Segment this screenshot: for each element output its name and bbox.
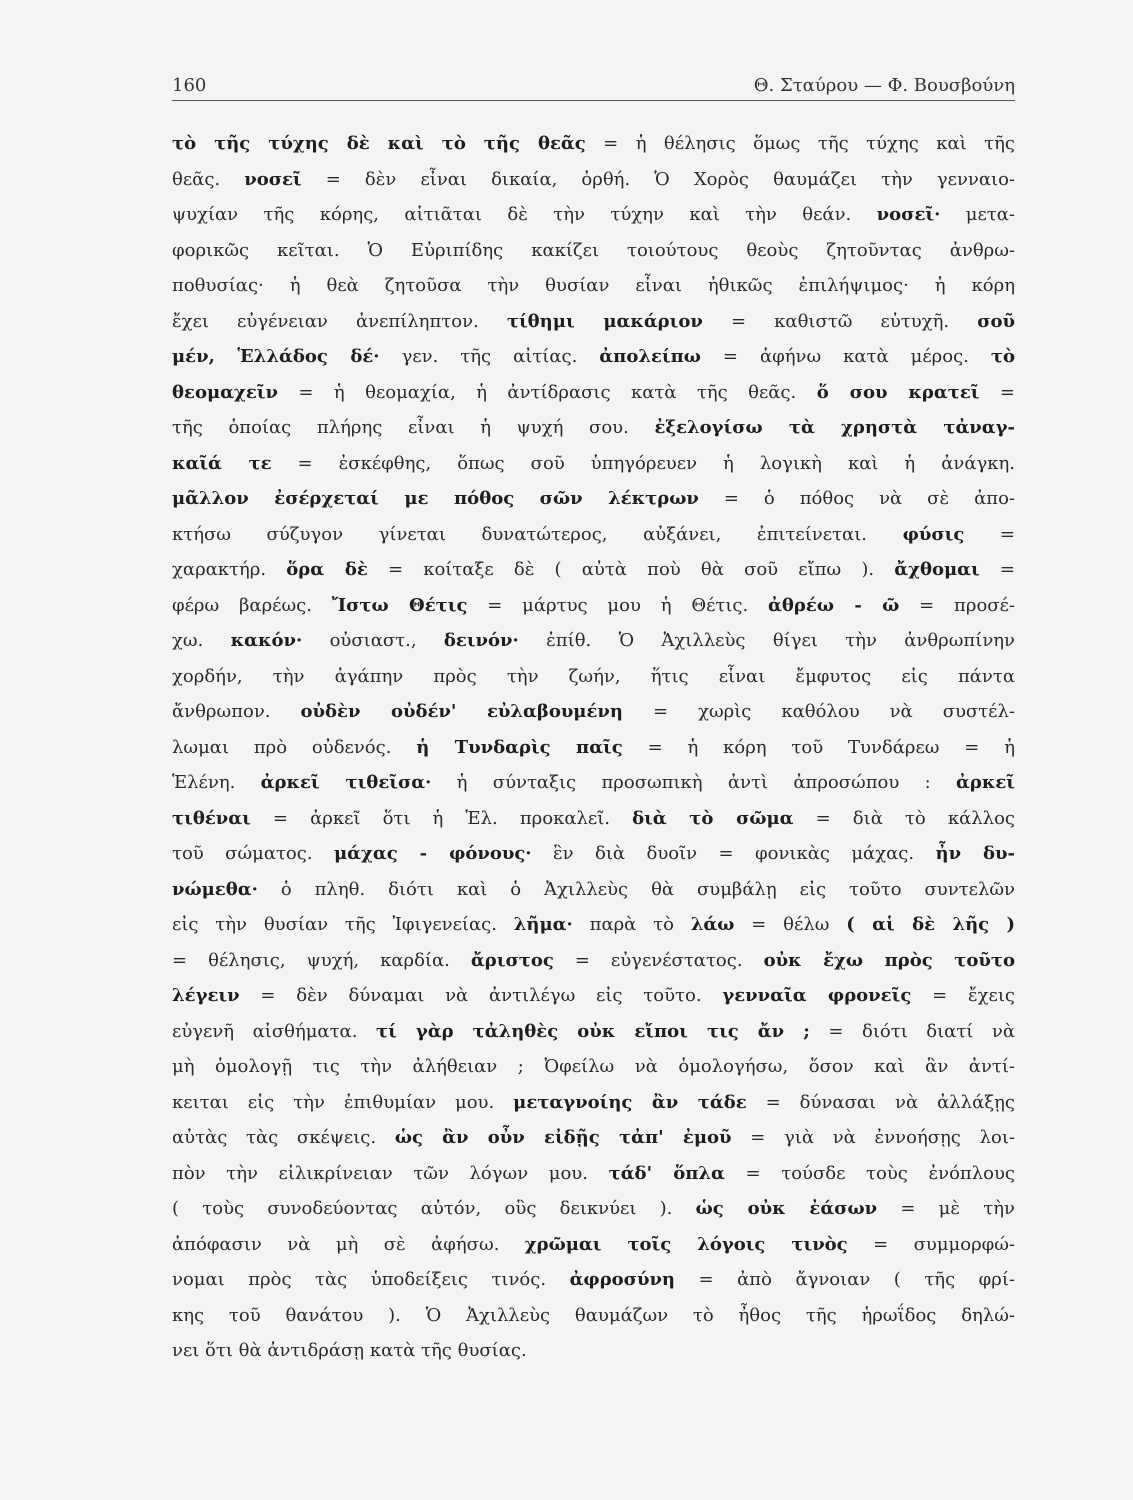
lemma-term: μέν, Ἑλλάδος δέ· <box>172 346 380 367</box>
gloss-text: νομαι πρὸς τὰς ὑποδείξεις τινός. <box>172 1269 570 1290</box>
lemma-term: θεομαχεῖν <box>172 381 278 403</box>
gloss-text: = διὰ τὸ κάλλος <box>793 807 1015 829</box>
text-line <box>172 659 1015 695</box>
gloss-text: φέρω βαρέως. <box>172 594 332 616</box>
lemma-term: ἦν δυ- <box>935 843 1015 864</box>
gloss-text: = διότι διατί νὰ <box>809 1020 1015 1042</box>
lemma-term: ἀρκεῖ <box>956 772 1015 793</box>
gloss-text: μετα- <box>940 204 1015 225</box>
lemma-term: ἄχθομαι <box>894 559 980 580</box>
page-header <box>172 66 1015 96</box>
gloss-text: = ὁ πόθος νὰ σὲ ἀπο- <box>698 488 1015 509</box>
gloss-text: = <box>979 381 1015 403</box>
gloss-text: γεν. τῆς αἰτίας. <box>379 346 600 367</box>
text-line <box>172 162 1015 198</box>
gloss-text: = ἀρκεῖ ὅτι ἡ Ἑλ. προκαλεῖ. <box>250 807 633 829</box>
gloss-text: ἡ σύνταξις προσωπικὴ ἀντὶ ἀπροσώπου : <box>431 772 957 793</box>
gloss-text: = ἡ θεομαχία, ἡ ἀντίδρασις κατὰ τῆς θεᾶς. <box>277 381 817 403</box>
text-line <box>172 339 1015 375</box>
gloss-text: ψυχίαν τῆς κόρης, αἰτιᾶται δὲ τὴν τύχην καὶ τὴν θεάν. <box>172 204 877 225</box>
lemma-term: κακόν· <box>230 630 303 651</box>
gloss-text: = <box>964 523 1015 545</box>
gloss-text: = ἡ κόρη τοῦ Τυνδάρεω = ἡ <box>622 736 1015 758</box>
text-line <box>172 481 1015 517</box>
gloss-text: ( τοὺς συνοδεύοντας αὐτόν, οὓς δεικνύει ). <box>172 1198 696 1219</box>
gloss-text: λωμαι πρὸ οὐδενός. <box>172 736 417 758</box>
gloss-text: τῆς ὁποίας πλήρης εἶναι ἡ ψυχή σου. <box>172 417 655 438</box>
gloss-text: εὐγενῆ αἰσθήματα. <box>172 1020 376 1042</box>
header-rule <box>172 100 1015 101</box>
text-line <box>172 517 1015 553</box>
lemma-term: νοσεῖ· <box>876 204 941 225</box>
text-line <box>172 1014 1015 1050</box>
lemma-term: διὰ τὸ σῶμα <box>632 807 794 829</box>
lemma-term: τιθέναι <box>172 807 251 829</box>
text-line <box>172 1298 1015 1334</box>
lemma-term: ὡς ἂν οὖν εἰδῇς τἀπ' ἐμοῦ <box>394 1127 732 1148</box>
lemma-term: μᾶλλον ἐσέρχεταί με πόθος σῶν λέκτρων <box>172 488 699 509</box>
lemma-term: ὡς οὐκ ἐάσων <box>695 1198 878 1219</box>
text-line <box>172 872 1015 908</box>
gloss-text: τοῦ σώματος. <box>172 843 334 864</box>
text-line <box>172 233 1015 269</box>
text-line <box>172 1120 1015 1156</box>
running-title: Θ. Σταύρου — Φ. Βουσβούνη <box>753 75 1015 96</box>
lemma-term: λέγειν <box>172 985 240 1006</box>
lemma-term: τὸ <box>990 346 1015 367</box>
lemma-term: σοῦ <box>977 310 1015 332</box>
text-line <box>172 1333 1015 1369</box>
gloss-text: ἄνθρωπον. <box>172 701 301 722</box>
lemma-term: τὸ τῆς τύχης δὲ καὶ τὸ τῆς θεᾶς <box>172 133 586 154</box>
text-line <box>172 375 1015 411</box>
text-line <box>172 943 1015 979</box>
gloss-text: = θέλω <box>734 914 847 935</box>
text-line <box>172 907 1015 943</box>
text-line <box>172 1156 1015 1192</box>
gloss-text: = <box>979 559 1015 580</box>
lemma-term: ὅρα δὲ <box>286 559 368 580</box>
gloss-text: ἐπίθ. Ὁ Ἀχιλλεὺς θίγει τὴν ἀνθρωπίνην <box>518 630 1015 651</box>
gloss-text: = εὐγενέστατος. <box>553 949 764 971</box>
gloss-text: = δύνασαι νὰ ἀλλάξῃς <box>746 1091 1015 1113</box>
gloss-text: παρὰ τὸ <box>572 914 691 935</box>
gloss-text: κειται εἰς τὴν ἐπιθυμίαν μου. <box>172 1091 514 1113</box>
lemma-term: τί γὰρ τἀληθὲς οὐκ εἴποι τις ἄν ; <box>375 1020 810 1042</box>
text-line <box>172 304 1015 340</box>
lemma-term: μεταγνοίης ἂν τάδε <box>513 1091 747 1113</box>
lemma-term: φύσις <box>902 523 965 545</box>
text-line <box>172 197 1015 233</box>
text-line <box>172 268 1015 304</box>
gloss-text: = κοίταξε δὲ ( αὐτὰ ποὺ θὰ σοῦ εἴπω ). <box>367 559 895 580</box>
text-line <box>172 1227 1015 1263</box>
commentary-text <box>172 126 1015 1369</box>
gloss-text: = γιὰ νὰ ἐννοήσῃς λοι- <box>731 1127 1015 1148</box>
gloss-text: οὐσιαστ., <box>302 630 444 651</box>
lemma-term: λῆμα· <box>513 914 573 935</box>
text-line <box>172 623 1015 659</box>
gloss-text: κης τοῦ θανάτου ). Ὁ Ἀχιλλεὺς θαυμάζων τὸ ἦθος τῆς ἡρωΐδος δηλώ- <box>172 1304 1015 1326</box>
gloss-text: ποθυσίας· ἡ θεὰ ζητοῦσα τὴν θυσίαν εἶναι ἠθικῶς ἐπιλήψιμος· ἡ κόρη <box>172 275 1015 296</box>
gloss-text: = καθιστῶ εὐτυχῆ. <box>702 310 978 332</box>
gloss-text: Ἑλένη. <box>172 772 261 793</box>
gloss-text: εἰς τὴν θυσίαν τῆς Ἰφιγενείας. <box>172 914 514 935</box>
text-line <box>172 1049 1015 1085</box>
gloss-text: = θέλησις, ψυχή, καρδία. <box>172 949 471 971</box>
gloss-text: = συμμορφώ- <box>847 1233 1015 1255</box>
gloss-text: = ἀπὸ ἄγνοιαν ( τῆς φρί- <box>675 1269 1015 1290</box>
text-line <box>172 446 1015 482</box>
text-line <box>172 765 1015 801</box>
text-line <box>172 978 1015 1014</box>
lemma-term: δεινόν· <box>443 630 519 651</box>
gloss-text: φορικῶς κεῖται. Ὁ Εὐριπίδης κακίζει τοιούτους θεοὺς ζητοῦντας ἀνθρω- <box>172 239 1015 261</box>
gloss-text: = προσέ- <box>899 594 1015 616</box>
gloss-text: χορδήν, τὴν ἀγάπην πρὸς τὴν ζωήν, ἥτις εἶναι ἔμφυτος εἰς πάντα <box>172 665 1015 687</box>
gloss-text: = μὲ τὴν <box>877 1198 1015 1219</box>
text-line <box>172 836 1015 872</box>
lemma-term: οὐδὲν οὐδέν' εὐλαβουμένη <box>300 701 624 722</box>
text-line <box>172 1191 1015 1227</box>
text-line <box>172 694 1015 730</box>
lemma-term: ἡ Τυνδαρὶς παῖς <box>416 736 623 758</box>
gloss-text: = τούσδε τοὺς ἐνόπλους <box>724 1162 1015 1184</box>
gloss-text: ὁ πληθ. διότι καὶ ὁ Ἀχιλλεὺς θὰ συμβάλῃ εἰς τοῦτο συντελῶν <box>257 878 1015 900</box>
gloss-text: = χωρὶς καθόλου νὰ συστέλ- <box>623 701 1015 722</box>
gloss-text: ἀπόφασιν νὰ μὴ σὲ ἀφήσω. <box>172 1233 525 1255</box>
lemma-term: Ἴστω Θέτις <box>331 594 468 616</box>
text-line <box>172 801 1015 837</box>
text-line <box>172 1262 1015 1298</box>
lemma-term: λάω <box>690 914 735 935</box>
lemma-term: ὅ σου κρατεῖ <box>816 381 980 403</box>
lemma-term: ἀρκεῖ τιθεῖσα· <box>260 772 432 793</box>
gloss-text: αὐτὰς τὰς σκέψεις. <box>172 1127 395 1148</box>
lemma-term: γενναῖα φρονεῖς <box>722 985 912 1006</box>
lemma-term: καῖά τε <box>172 452 272 474</box>
gloss-text: πὸν τὴν εἰλικρίνειαν τῶν λόγων μου. <box>172 1162 609 1184</box>
page-number: 160 <box>172 75 207 96</box>
gloss-text: χω. <box>172 630 231 651</box>
lemma-term: μάχας - φόνους· <box>334 843 532 864</box>
gloss-text: χαρακτήρ. <box>172 559 287 580</box>
lemma-term: οὐκ ἔχω πρὸς τοῦτο <box>763 949 1015 971</box>
gloss-text: ἓν διὰ δυοῖν = φονικὰς μάχας. <box>531 843 936 864</box>
gloss-text: = ἐσκέφθης, ὅπως σοῦ ὑπηγόρευεν ἡ λογικὴ καὶ ἡ ἀνάγκη. <box>271 452 1015 474</box>
lemma-term: ἀφροσύνη <box>569 1269 676 1290</box>
gloss-text: = δὲν δύναμαι νὰ ἀντιλέγω εἰς τοῦτο. <box>239 985 723 1006</box>
gloss-text: κτήσω σύζυγον γίνεται δυνατώτερος, αὐξάνει, ἐπιτείνεται. <box>172 523 903 545</box>
text-line <box>172 1085 1015 1121</box>
lemma-term: νοσεῖ <box>244 168 302 190</box>
gloss-text: = δὲν εἶναι δικαία, ὀρθή. Ὁ Χορὸς θαυμάζει τὴν γενναιο- <box>301 168 1015 190</box>
gloss-text: = ἀφήνω κατὰ μέρος. <box>700 346 991 367</box>
gloss-text: μὴ ὁμολογῇ τις τὴν ἀλήθειαν ; Ὀφείλω νὰ ὁμολογήσω, ὅσον καὶ ἂν ἀντί- <box>172 1056 1015 1077</box>
lemma-term: ἀθρέω - ῶ <box>768 594 900 616</box>
gloss-text: = ἔχεις <box>911 985 1015 1006</box>
gloss-text: θεᾶς. <box>172 168 245 190</box>
lemma-term: ( αἱ δὲ λῆς ) <box>846 914 1015 935</box>
lemma-term: νώμεθα· <box>172 878 258 900</box>
text-line <box>172 730 1015 766</box>
lemma-term: τίθημι μακάριον <box>506 310 703 332</box>
gloss-text: ἔχει εὐγένειαν ἀνεπίληπτον. <box>172 310 507 332</box>
gloss-text: νει ὅτι θὰ ἀντιδράσῃ κατὰ τῆς θυσίας. <box>172 1340 527 1361</box>
text-line <box>172 126 1015 162</box>
gloss-text: = ἡ θέλησις ὅμως τῆς τύχης καὶ τῆς <box>585 133 1015 154</box>
lemma-term: χρῶμαι τοῖς λόγοις τινὸς <box>524 1233 848 1255</box>
lemma-term: ἀπολείπω <box>599 346 701 367</box>
gloss-text: = μάρτυς μου ἡ Θέτις. <box>467 594 769 616</box>
lemma-term: τάδ' ὅπλα <box>608 1162 725 1184</box>
lemma-term: ἐξελογίσω τὰ χρηστὰ τἀναγ- <box>654 417 1015 438</box>
text-line <box>172 552 1015 588</box>
text-line <box>172 410 1015 446</box>
lemma-term: ἄριστος <box>470 949 554 971</box>
text-line <box>172 588 1015 624</box>
